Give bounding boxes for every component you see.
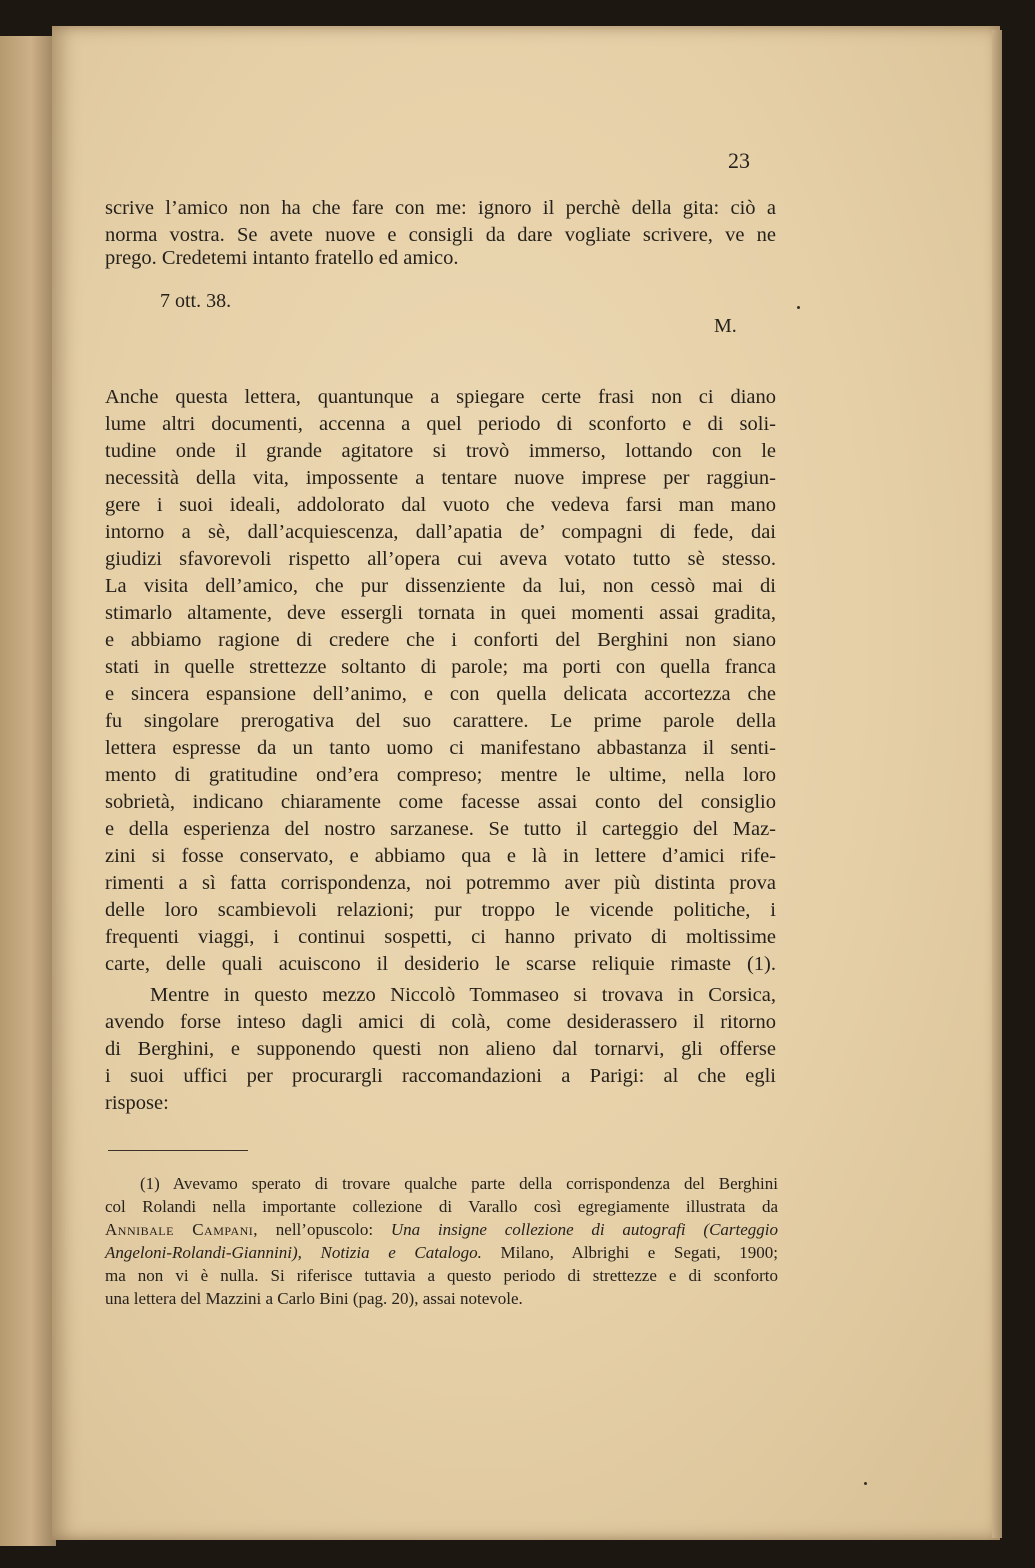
paragraph-line: e abbiamo ragione di credere che i conforti del Berghini non siano: [105, 629, 776, 651]
paragraph-line: e sincera espansione dell’animo, e con quella delicata accortezza che: [105, 683, 776, 705]
paper-speck: [797, 306, 800, 309]
footnote-line: (1) Avevamo sperato di trovare qualche parte della corrispondenza del Berghini: [140, 1174, 778, 1193]
paragraph-line: tudine onde il grande agitatore si trovò immerso, lottando con le: [105, 440, 776, 462]
paragraph-line: gere i suoi ideali, addolorato dal vuoto che vedeva farsi man mano: [105, 494, 776, 516]
paragraph-line: Mentre in questo mezzo Niccolò Tommaseo si trovava in Corsica,: [150, 984, 776, 1006]
paragraph-line: avendo forse inteso dagli amici di colà, come desiderassero il ritorno: [105, 1011, 776, 1033]
paragraph-line: rispose:: [105, 1092, 169, 1114]
footnote-author: Annibale Campani,: [105, 1220, 259, 1239]
paragraph-line: mento di gratitudine ond’era compreso; mentre le ultime, nella loro: [105, 764, 776, 786]
letter-line: norma vostra. Se avete nuove e consigli da dare vogliate scrivere, ve ne: [105, 224, 776, 246]
paragraph-line: lettera espresse da un tanto uomo ci manifestano abbastanza il senti-: [105, 737, 776, 759]
footnote-line: col Rolandi nella importante collezione di Varallo così egregiamente illustrata da: [105, 1197, 778, 1216]
paragraph-line: e della esperienza del nostro sarzanese. Se tutto il carteggio del Maz-: [105, 818, 776, 840]
paper-speck: [864, 1482, 867, 1485]
paragraph-line: frequenti viaggi, i continui sospetti, ci hanno privato di moltissime: [105, 926, 776, 948]
footnote-work-title: Angeloni-Rolandi-Giannini), Notizia e Catalogo.: [105, 1243, 482, 1262]
footnote-line: ma non vi è nulla. Si riferisce tuttavia a questo periodo di strettezze e di sconforto: [105, 1266, 778, 1285]
letter-signature: M.: [714, 315, 737, 337]
letter-line: prego. Credetemi intanto fratello ed amico.: [105, 247, 459, 269]
paragraph-line: lume altri documenti, accenna a quel periodo di sconforto e di soli-: [105, 413, 776, 435]
page-number: 23: [728, 148, 750, 173]
page-stack-edge: [992, 30, 1002, 1538]
footnote-work-title: Una insigne collezione di autografi (Carteggio: [390, 1220, 779, 1239]
paragraph-line: di Berghini, e supponendo questi non alieno dal tornarvi, gli offerse: [105, 1038, 776, 1060]
footnote-line: [105, 1243, 778, 1263]
footnote-text: Milano, Albrighi e Segati, 1900;: [481, 1243, 778, 1262]
paragraph-line: zini si fosse conservato, e abbiamo qua e là in lettere d’amici rife-: [105, 845, 776, 867]
paragraph-line: fu singolare prerogativa del suo carattere. Le prime parole della: [105, 710, 776, 732]
paragraph-line: Anche questa lettera, quantunque a spiegare certe frasi non ci diano: [105, 386, 776, 408]
paragraph-line: stati in quelle strettezze soltanto di parole; ma porti con quella franca: [105, 656, 776, 678]
letter-line: scrive l’amico non ha che fare con me: ignoro il perchè della gita: ciò a: [105, 197, 776, 219]
paragraph-line: rimenti a sì fatta corrispondenza, noi potremmo aver più distinta prova: [105, 872, 776, 894]
paragraph-line: carte, delle quali acuiscono il desiderio le scarse reliquie rimaste (1).: [105, 953, 776, 975]
previous-page-edge: [0, 36, 56, 1546]
paragraph-line: delle loro scambievoli relazioni; pur troppo le vicende politiche, i: [105, 899, 776, 921]
footnote-line: [105, 1220, 778, 1240]
footnote-divider: [108, 1150, 248, 1151]
paragraph-line: i suoi uffici per procurargli raccomandazioni a Parigi: al che egli: [105, 1065, 776, 1087]
letter-date: 7 ott. 38.: [160, 290, 232, 312]
paragraph-line: intorno a sè, dall’acquiescenza, dall’apatia de’ compagni di fede, dai: [105, 521, 776, 543]
paragraph-line: necessità della vita, impossente a tentare nuove imprese per raggiun-: [105, 467, 776, 489]
footnote-text: nell’opuscolo:: [258, 1220, 391, 1239]
paragraph-line: stimarlo altamente, deve essergli tornata in quei momenti assai gradita,: [105, 602, 776, 624]
paragraph-line: sobrietà, indicano chiaramente come facesse assai conto del consiglio: [105, 791, 776, 813]
paragraph-line: giudizi sfavorevoli rispetto all’opera cui aveva votato tutto sè stesso.: [105, 548, 776, 570]
footnote-line: una lettera del Mazzini a Carlo Bini (pag. 20), assai notevole.: [105, 1289, 523, 1308]
paragraph-line: La visita dell’amico, che pur dissenziente da lui, non cessò mai di: [105, 575, 776, 597]
